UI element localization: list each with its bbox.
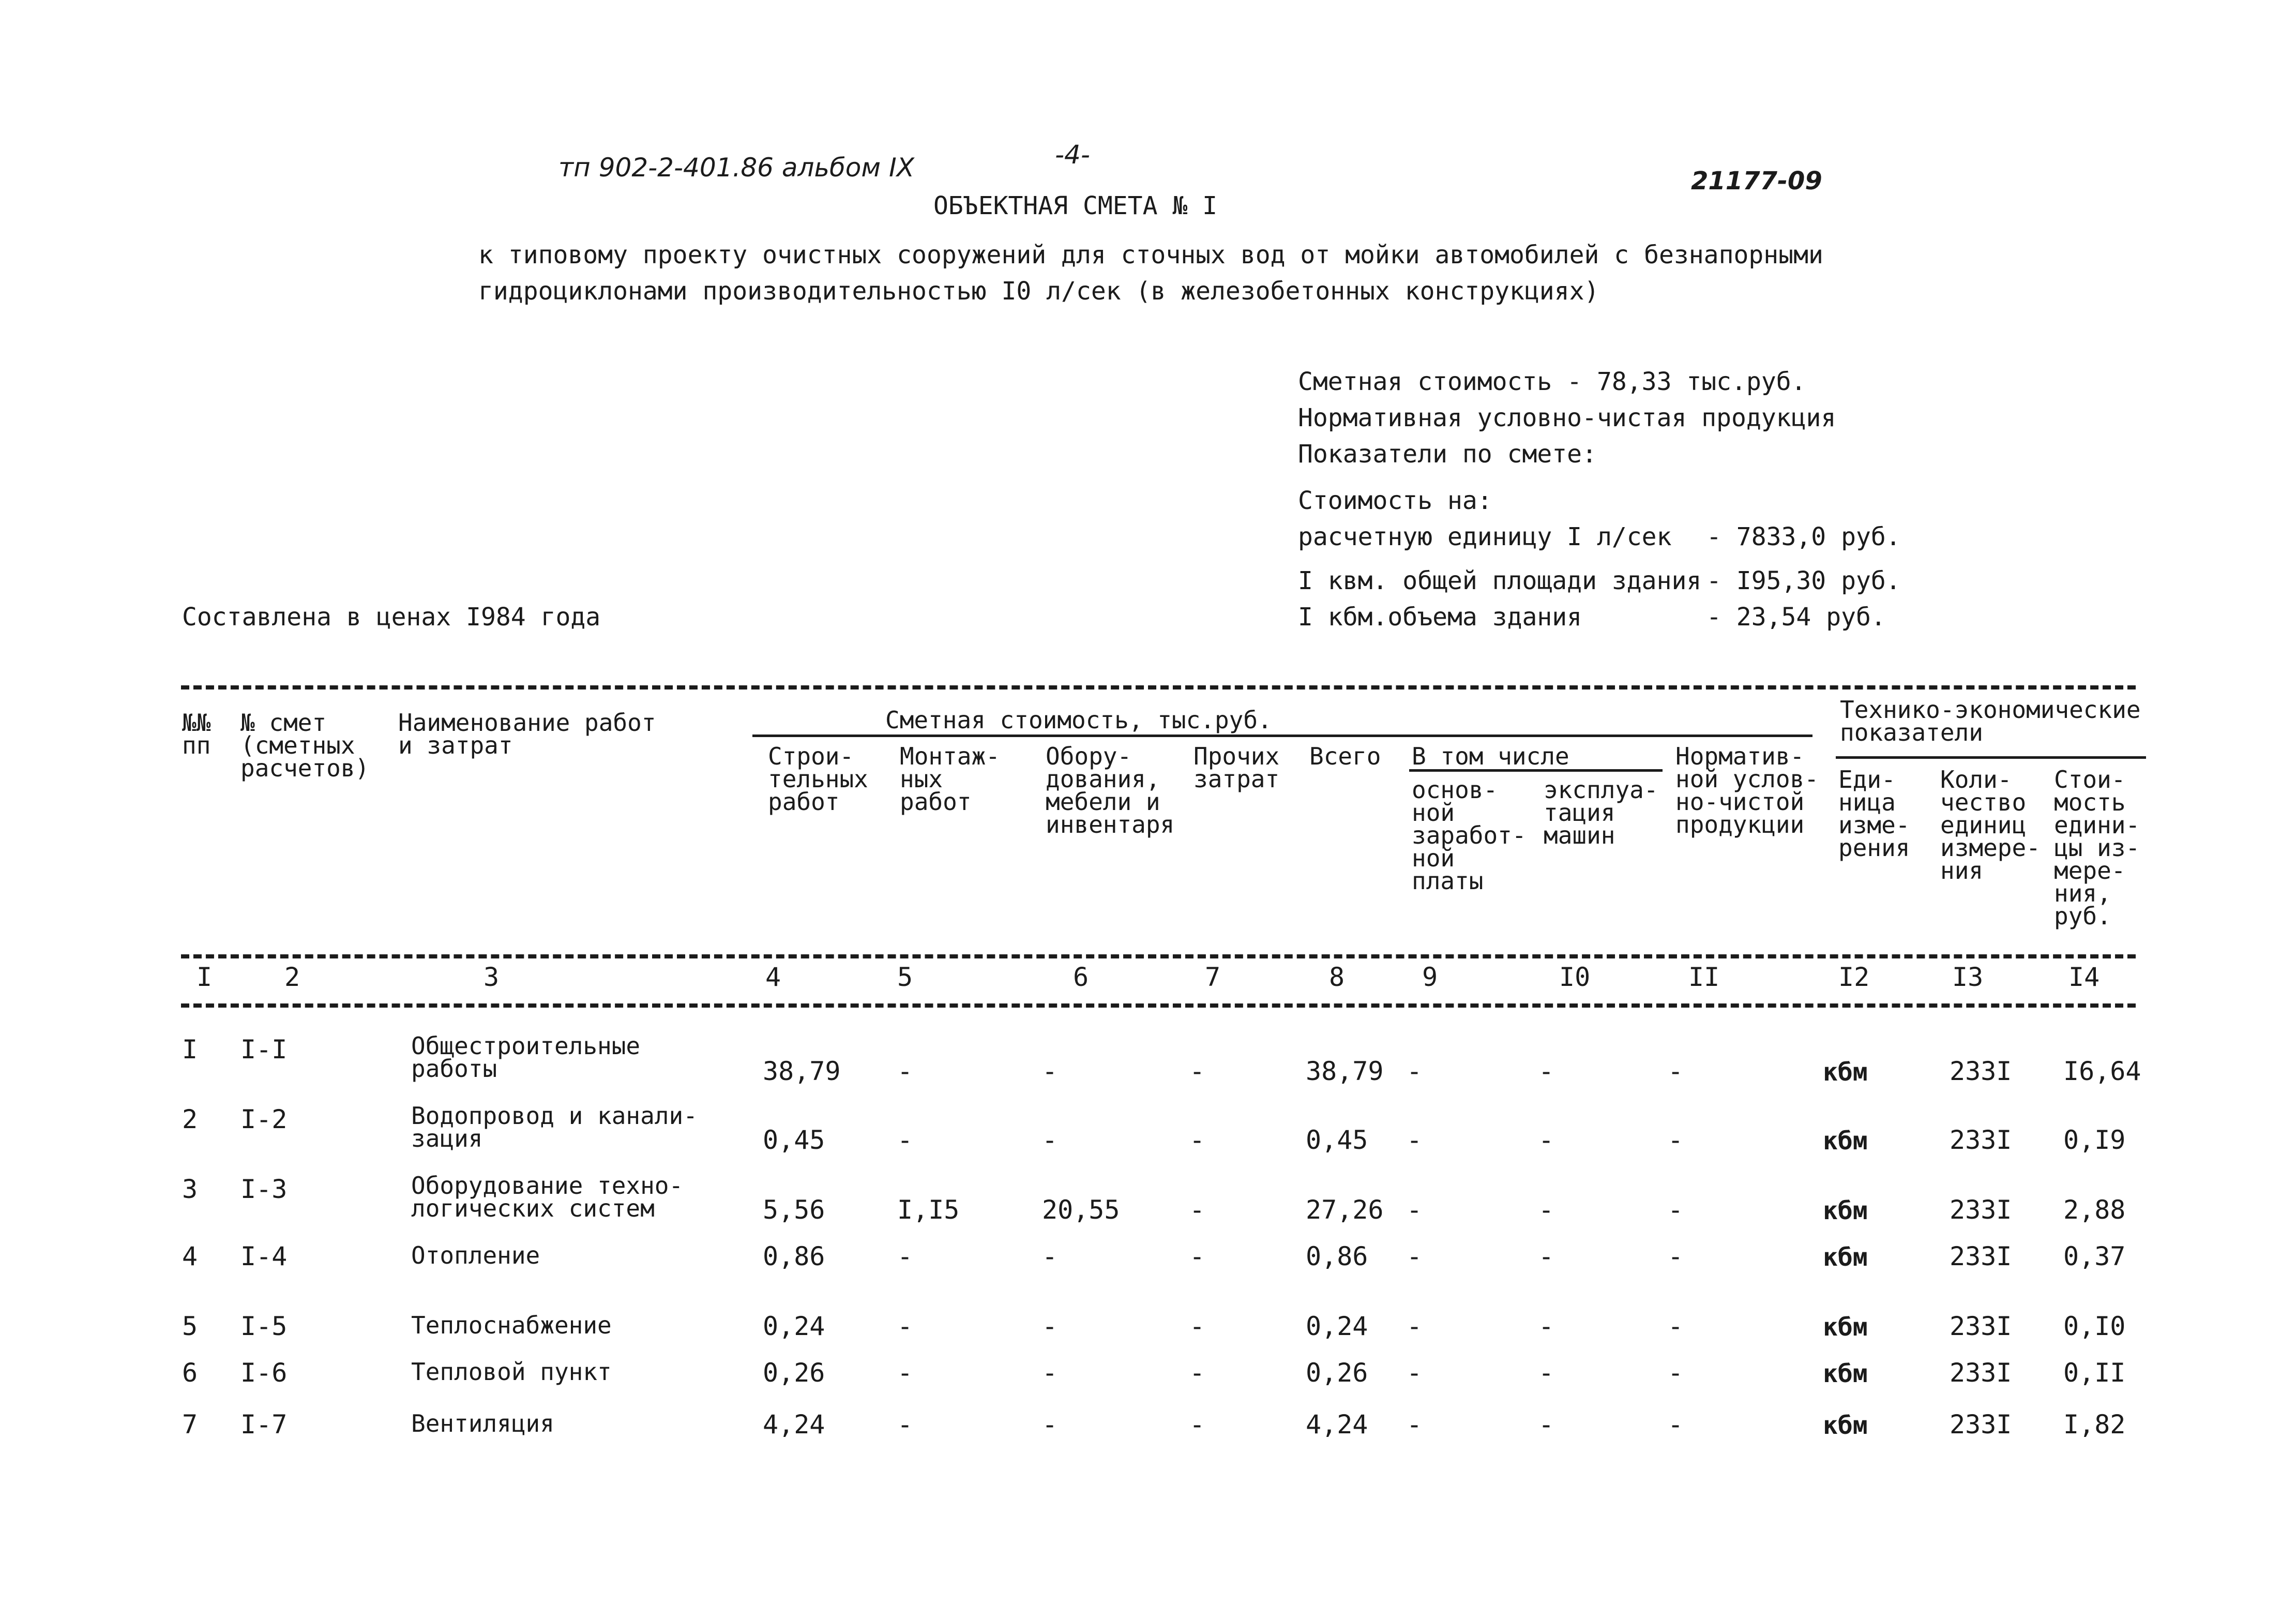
row-other: - xyxy=(1189,1358,1205,1388)
row-wage: - xyxy=(1407,1125,1423,1155)
row-ucost: 0,I0 xyxy=(2063,1311,2126,1341)
unit-cost-value: - 7833,0 руб. xyxy=(1706,522,1901,551)
row-name: Тепловой пункт xyxy=(411,1358,612,1386)
col-header-equip: Обору- дования, мебели и инвентаря xyxy=(1046,742,1175,838)
cost-group-header: Сметная стоимость, тыс.руб. xyxy=(885,706,1272,734)
col-header-qty: Коли- чество единиц измере- ния xyxy=(1940,766,2041,885)
row-total: 0,24 xyxy=(1306,1311,1368,1341)
row-mach: - xyxy=(1538,1410,1554,1440)
row-ucost: 0,I9 xyxy=(2063,1125,2126,1155)
subtitle-line-2: гидроциклонами производительностью I0 л/сек (в железобетонных конструкциях) xyxy=(478,277,1599,306)
col-number-7: 7 xyxy=(1205,962,1221,992)
row-smeta: I-3 xyxy=(240,1174,288,1204)
row-num: 5 xyxy=(182,1311,198,1341)
row-mount: I,I5 xyxy=(897,1195,960,1225)
col-number-9: 9 xyxy=(1422,962,1438,992)
row-total: 27,26 xyxy=(1306,1195,1384,1225)
tech-group-header: Технико-экономические показатели xyxy=(1840,696,2141,746)
row-smeta: I-6 xyxy=(240,1358,288,1388)
row-build: 4,24 xyxy=(763,1410,825,1440)
row-norm: - xyxy=(1668,1311,1684,1341)
row-ucost: 0,II xyxy=(2063,1358,2126,1388)
col-header-wage: основ- ной заработ- ной платы xyxy=(1412,776,1527,895)
row-norm: - xyxy=(1668,1410,1684,1440)
row-other: - xyxy=(1189,1241,1205,1271)
volume-cost-label: I кбм.объема здания xyxy=(1298,603,1582,632)
col-number-10: I0 xyxy=(1559,962,1591,992)
row-qty: 233I xyxy=(1950,1125,2012,1155)
row-wage: - xyxy=(1407,1241,1423,1271)
row-ucost: I,82 xyxy=(2063,1410,2126,1440)
row-equip: 20,55 xyxy=(1042,1195,1120,1225)
row-unit: кбм xyxy=(1823,1313,1868,1342)
row-qty: 233I xyxy=(1950,1358,2012,1388)
row-name: Теплоснабжение xyxy=(411,1311,612,1339)
project-code: тп 902-2-401.86 альбом IX xyxy=(558,153,914,183)
row-equip: - xyxy=(1042,1410,1058,1440)
row-total: 0,26 xyxy=(1306,1358,1368,1388)
row-num: 2 xyxy=(182,1104,198,1134)
volume-cost-value: - 23,54 руб. xyxy=(1706,603,1886,632)
row-build: 0,86 xyxy=(763,1241,825,1271)
row-mount: - xyxy=(897,1125,913,1155)
row-ucost: 0,37 xyxy=(2063,1241,2126,1271)
header-bottom-rule xyxy=(181,954,2136,958)
row-norm: - xyxy=(1668,1195,1684,1225)
row-num: I xyxy=(182,1035,198,1065)
row-unit: кбм xyxy=(1823,1196,1868,1225)
col-header-num: №№ пп xyxy=(182,709,211,759)
row-equip: - xyxy=(1042,1311,1058,1341)
col-header-norm: Норматив- ной услов- но-чистой продукции xyxy=(1675,742,1819,838)
row-unit: кбм xyxy=(1823,1058,1868,1087)
col-header-name: Наименование работ и затрат xyxy=(398,709,656,759)
row-name: Вентиляция xyxy=(411,1410,554,1437)
estimated-cost: Сметная стоимость - 78,33 тыс.руб. xyxy=(1298,367,1806,396)
row-total: 0,86 xyxy=(1306,1241,1368,1271)
row-build: 0,26 xyxy=(763,1358,825,1388)
row-mount: - xyxy=(897,1410,913,1440)
row-other: - xyxy=(1189,1125,1205,1155)
row-build: 38,79 xyxy=(763,1056,841,1086)
col-number-11: II xyxy=(1688,962,1720,992)
row-equip: - xyxy=(1042,1056,1058,1086)
row-unit: кбм xyxy=(1823,1127,1868,1156)
row-total: 38,79 xyxy=(1306,1056,1384,1086)
area-cost-value: - I95,30 руб. xyxy=(1706,566,1901,595)
col-header-unit: Еди- ница изме- рения xyxy=(1838,766,1910,862)
row-total: 0,45 xyxy=(1306,1125,1368,1155)
row-wage: - xyxy=(1407,1358,1423,1388)
row-name: Оборудование техно- логических систем xyxy=(411,1172,684,1222)
row-mach: - xyxy=(1538,1125,1554,1155)
row-unit: кбм xyxy=(1823,1359,1868,1388)
col-header-build: Строи- тельных работ xyxy=(768,742,868,816)
row-equip: - xyxy=(1042,1358,1058,1388)
row-mach: - xyxy=(1538,1056,1554,1086)
row-qty: 233I xyxy=(1950,1241,2012,1271)
row-smeta: I-7 xyxy=(240,1410,288,1440)
row-mount: - xyxy=(897,1311,913,1341)
row-build: 0,24 xyxy=(763,1311,825,1341)
col-number-1: I xyxy=(197,962,213,992)
row-mach: - xyxy=(1538,1311,1554,1341)
row-mach: - xyxy=(1538,1358,1554,1388)
col-number-14: I4 xyxy=(2068,962,2100,992)
document-number: 21177-09 xyxy=(1691,167,1822,196)
row-name: Отопление xyxy=(411,1241,540,1269)
row-build: 0,45 xyxy=(763,1125,825,1155)
row-norm: - xyxy=(1668,1358,1684,1388)
numbers-bottom-rule xyxy=(181,1003,2136,1008)
row-other: - xyxy=(1189,1311,1205,1341)
row-mach: - xyxy=(1538,1241,1554,1271)
col-number-6: 6 xyxy=(1073,962,1089,992)
row-norm: - xyxy=(1668,1056,1684,1086)
col-number-12: I2 xyxy=(1838,962,1870,992)
row-wage: - xyxy=(1407,1311,1423,1341)
row-unit: кбм xyxy=(1823,1411,1868,1440)
row-num: 7 xyxy=(182,1410,198,1440)
row-mount: - xyxy=(897,1241,913,1271)
col-header-ucost: Стои- мость едини- цы из- мере- ния, руб. xyxy=(2054,766,2140,930)
unit-cost-label: расчетную единицу I л/сек xyxy=(1298,522,1672,551)
row-num: 6 xyxy=(182,1358,198,1388)
col-header-other: Прочих затрат xyxy=(1194,742,1280,793)
row-wage: - xyxy=(1407,1056,1423,1086)
table-top-rule xyxy=(181,685,2136,689)
page-number: -4- xyxy=(1055,140,1090,170)
row-num: 4 xyxy=(182,1241,198,1271)
row-qty: 233I xyxy=(1950,1311,2012,1341)
row-ucost: I6,64 xyxy=(2063,1056,2141,1086)
row-mach: - xyxy=(1538,1195,1554,1225)
row-num: 3 xyxy=(182,1174,198,1204)
cost-per-heading: Стоимость на: xyxy=(1298,486,1492,515)
row-other: - xyxy=(1189,1410,1205,1440)
col-number-4: 4 xyxy=(765,962,781,992)
col-header-mach: эксплуа- тация машин xyxy=(1544,776,1658,849)
row-smeta: I-4 xyxy=(240,1241,288,1271)
row-ucost: 2,88 xyxy=(2063,1195,2126,1225)
col-number-2: 2 xyxy=(284,962,300,992)
incl-group-header: В том числе xyxy=(1412,742,1569,770)
row-build: 5,56 xyxy=(763,1195,825,1225)
col-number-8: 8 xyxy=(1329,962,1345,992)
row-equip: - xyxy=(1042,1241,1058,1271)
indicators-heading: Показатели по смете: xyxy=(1298,440,1597,469)
row-qty: 233I xyxy=(1950,1195,2012,1225)
subtitle-line-1: к типовому проекту очистных сооружений для сточных вод от мойки автомобилей с безнапорными xyxy=(478,241,1823,269)
area-cost-label: I квм. общей площади здания xyxy=(1298,566,1702,595)
row-unit: кбм xyxy=(1823,1243,1868,1272)
col-number-3: 3 xyxy=(484,962,500,992)
document-title: ОБЪЕКТНАЯ СМЕТА № I xyxy=(933,191,1218,220)
col-number-13: I3 xyxy=(1952,962,1984,992)
col-header-smeta: № смет (сметных расчетов) xyxy=(240,709,370,782)
normative-product: Нормативная условно-чистая продукция xyxy=(1298,403,1836,432)
row-mount: - xyxy=(897,1358,913,1388)
row-norm: - xyxy=(1668,1241,1684,1271)
row-other: - xyxy=(1189,1195,1205,1225)
row-qty: 233I xyxy=(1950,1410,2012,1440)
row-name: Водопровод и канали- зация xyxy=(411,1102,698,1152)
col-header-total: Всего xyxy=(1309,742,1381,770)
row-wage: - xyxy=(1407,1195,1423,1225)
row-qty: 233I xyxy=(1950,1056,2012,1086)
row-smeta: I-2 xyxy=(240,1104,288,1134)
row-smeta: I-I xyxy=(240,1035,288,1065)
tech-group-rule xyxy=(1836,756,2146,759)
prices-note: Составлена в ценах I984 года xyxy=(182,603,601,632)
row-smeta: I-5 xyxy=(240,1311,288,1341)
cost-group-rule xyxy=(752,734,1812,737)
col-header-mount: Монтаж- ных работ xyxy=(900,742,1000,816)
row-wage: - xyxy=(1407,1410,1423,1440)
row-mount: - xyxy=(897,1056,913,1086)
col-number-5: 5 xyxy=(897,962,913,992)
row-name: Общестроительные работы xyxy=(411,1032,641,1083)
row-norm: - xyxy=(1668,1125,1684,1155)
row-equip: - xyxy=(1042,1125,1058,1155)
row-other: - xyxy=(1189,1056,1205,1086)
row-total: 4,24 xyxy=(1306,1410,1368,1440)
